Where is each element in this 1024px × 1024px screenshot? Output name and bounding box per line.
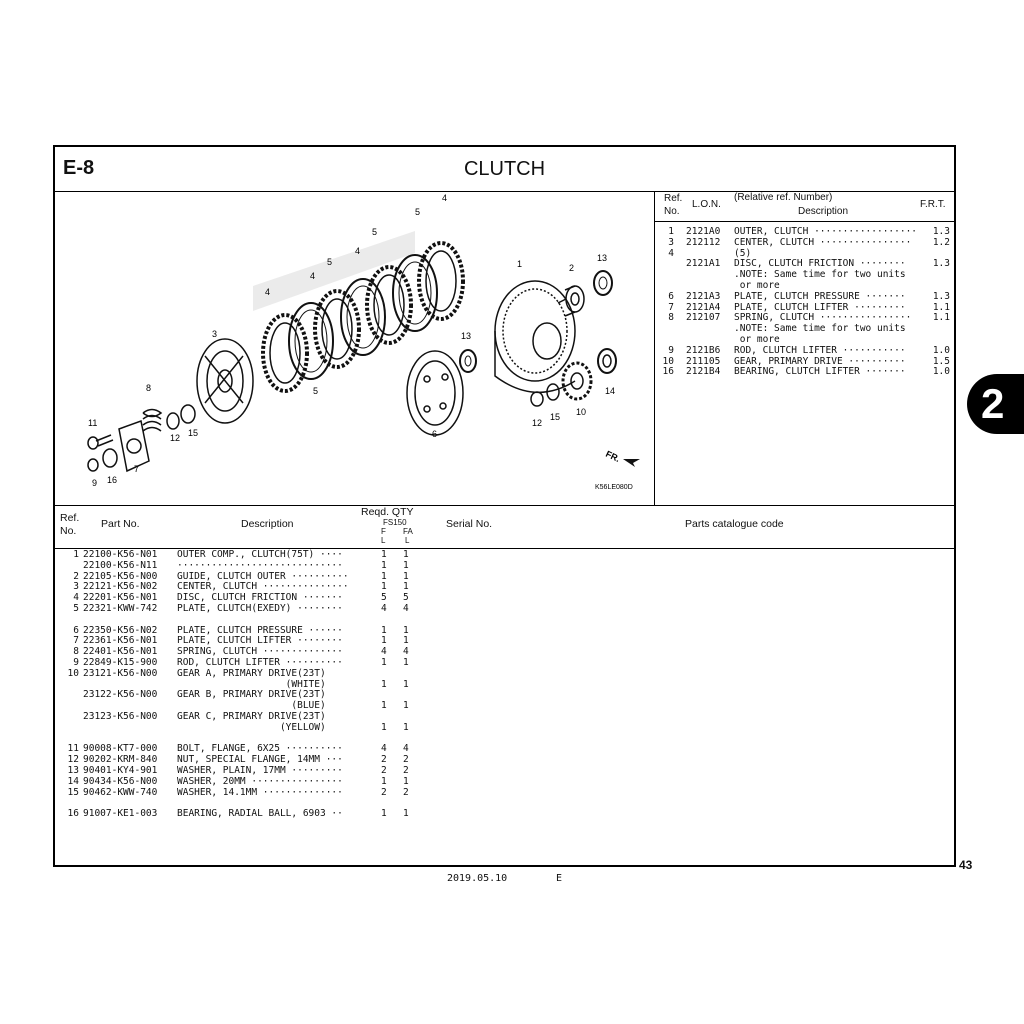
parts-qty-f: 1 [381, 678, 387, 690]
parts-description: ····························· [177, 559, 343, 571]
parts-description: OUTER COMP., CLUTCH(75T) ···· [177, 549, 343, 560]
frt-ref: 8 [668, 312, 674, 324]
parts-part-no: 23122-K56-N00 [83, 689, 158, 701]
parts-ref: 1 [73, 549, 79, 560]
parts-qty-fa: 2 [403, 754, 409, 766]
callout-5: 5 [313, 386, 319, 396]
footer-code: E [556, 873, 563, 884]
parts-ref: 2 [73, 570, 79, 582]
parts-header-fa: FA [403, 527, 413, 536]
frt-ref: 4 [668, 247, 674, 259]
callout-11: 11 [88, 418, 98, 428]
parts-description: NUT, SPECIAL FLANGE, 14MM ··· [177, 754, 343, 766]
callout-10: 10 [576, 407, 587, 417]
parts-qty-fa: 4 [403, 646, 409, 658]
parts-description: (WHITE) [177, 678, 326, 690]
frt-ref: 10 [662, 355, 674, 367]
exploded-diagram [55, 191, 655, 505]
parts-row [55, 581, 475, 592]
frt-lon: 212107 [686, 312, 721, 324]
callout-12: 12 [170, 433, 181, 443]
callout-6: 6 [432, 429, 438, 439]
section-tab[interactable]: 2 [967, 374, 1024, 434]
page-title: CLUTCH [463, 158, 546, 180]
parts-row [55, 754, 475, 765]
parts-qty-f: 4 [381, 603, 387, 614]
frt-header-relative: (Relative ref. Number) [734, 192, 833, 203]
parts-qty-fa: 1 [403, 635, 409, 647]
parts-qty-f: 1 [381, 657, 387, 668]
parts-row [55, 808, 475, 819]
parts-description: (YELLOW) [177, 721, 326, 733]
parts-qty-f: 2 [381, 765, 387, 776]
parts-qty-f: 2 [381, 786, 387, 798]
footer-date: 2019.05.10 [447, 873, 508, 884]
parts-part-no: 90008-KT7-000 [83, 743, 158, 755]
parts-header-f-l: L [381, 536, 386, 545]
parts-row [55, 549, 475, 560]
frt-row [654, 312, 954, 323]
parts-description: BOLT, FLANGE, 6X25 ·········· [177, 743, 343, 755]
parts-ref: 5 [73, 603, 79, 614]
parts-row [55, 743, 475, 754]
frt-row [654, 280, 954, 291]
parts-qty-fa: 1 [403, 808, 409, 820]
frt-ref: 3 [668, 236, 674, 248]
callout-5: 5 [372, 227, 378, 237]
frt-lon: 2121A1 [686, 258, 721, 270]
parts-row [55, 765, 475, 776]
parts-description: PLATE, CLUTCH PRESSURE ······ [177, 624, 343, 636]
parts-row [55, 635, 475, 646]
parts-header-reqd-qty: Reqd. QTY [361, 506, 414, 518]
parts-row [55, 668, 475, 679]
parts-description: GUIDE, CLUTCH OUTER ·········· [177, 570, 349, 582]
parts-row [55, 592, 475, 603]
callout-5: 5 [415, 207, 421, 217]
parts-description: SPRING, CLUTCH ·············· [177, 646, 343, 658]
frt-description: GEAR, PRIMARY DRIVE ·········· [734, 355, 906, 367]
parts-description: BEARING, RADIAL BALL, 6903 ·· [177, 808, 343, 820]
parts-qty-fa: 1 [403, 581, 409, 593]
frt-description: PLATE, CLUTCH PRESSURE ······· [734, 290, 906, 302]
parts-part-no: 23121-K56-N00 [83, 667, 158, 679]
frt-header-ref: Ref. [664, 193, 683, 204]
frt-description: DISC, CLUTCH FRICTION ········ [734, 258, 906, 270]
parts-description: WASHER, 14.1MM ·············· [177, 786, 343, 798]
diagram-code: K56LE080D [595, 484, 633, 491]
parts-description: GEAR A, PRIMARY DRIVE(23T) [177, 667, 326, 679]
parts-ref: 9 [73, 657, 79, 668]
parts-ref: 16 [67, 808, 79, 820]
callout-13: 13 [461, 331, 472, 341]
frt-value: 1.0 [932, 366, 950, 378]
callout-7: 7 [134, 464, 140, 474]
page-number: 43 [959, 858, 973, 872]
callout-4: 4 [442, 193, 448, 203]
parts-qty-f: 1 [381, 635, 387, 647]
parts-description: WASHER, 20MM ················ [177, 775, 343, 787]
parts-ref: 10 [67, 667, 79, 679]
callout-16: 16 [107, 475, 118, 485]
parts-description: ROD, CLUTCH LIFTER ·········· [177, 657, 343, 668]
parts-qty-f: 4 [381, 743, 387, 755]
frt-lon: 211105 [686, 355, 721, 367]
parts-description: PLATE, CLUTCH(EXEDY) ········ [177, 603, 343, 614]
frt-row [654, 291, 954, 302]
parts-qty-f: 1 [381, 624, 387, 636]
parts-description: DISC, CLUTCH FRICTION ······· [177, 592, 343, 604]
parts-ref: 15 [67, 786, 79, 798]
clutch-exploded-view [55, 191, 654, 505]
parts-description: GEAR B, PRIMARY DRIVE(23T) [177, 689, 326, 701]
parts-part-no: 22321-KWW-742 [83, 603, 158, 614]
callout-12: 12 [532, 418, 543, 428]
frt-ref: 16 [662, 366, 674, 378]
frt-description: SPRING, CLUTCH ················ [734, 312, 912, 324]
parts-header-ref: Ref. [60, 512, 80, 524]
parts-part-no: 23123-K56-N00 [83, 711, 158, 722]
parts-qty-f: 1 [381, 808, 387, 820]
parts-row [55, 625, 475, 636]
callout-15: 15 [188, 428, 199, 438]
parts-table-header [55, 505, 954, 549]
parts-header-part-no: Part No. [101, 518, 140, 530]
frt-row [654, 345, 954, 356]
frt-header-no: No. [664, 206, 680, 217]
parts-description: GEAR C, PRIMARY DRIVE(23T) [177, 711, 326, 722]
frt-header-frt: F.R.T. [920, 199, 946, 210]
frt-lon: 2121A4 [686, 301, 721, 313]
parts-header-description: Description [241, 518, 294, 530]
parts-part-no: 22350-K56-N02 [83, 624, 158, 636]
callout-4: 4 [355, 246, 361, 256]
frt-description: PLATE, CLUTCH LIFTER ········· [734, 301, 906, 313]
frt-description: .NOTE: Same time for two units [734, 269, 906, 281]
frt-row [654, 334, 954, 345]
frt-row [654, 269, 954, 280]
parts-qty-fa: 1 [403, 775, 409, 787]
callout-1: 1 [517, 259, 523, 269]
parts-qty-fa: 1 [403, 678, 409, 690]
parts-part-no: 90401-KY4-901 [83, 765, 158, 776]
parts-qty-fa: 5 [403, 592, 409, 604]
frt-row [654, 248, 954, 259]
frt-value: 1.1 [932, 301, 950, 313]
parts-part-no: 22105-K56-N00 [83, 570, 158, 582]
section-code: E-8 [63, 157, 95, 179]
parts-qty-fa: 1 [403, 624, 409, 636]
parts-qty-fa: 1 [403, 700, 409, 712]
parts-qty-fa: 1 [403, 559, 409, 571]
parts-qty-f: 1 [381, 549, 387, 560]
parts-part-no: 22121-K56-N02 [83, 581, 158, 593]
frt-row [654, 237, 954, 248]
parts-part-no: 22100-K56-N01 [83, 549, 158, 560]
frt-description: (5) [734, 247, 752, 259]
frt-value: 1.0 [932, 344, 950, 356]
parts-qty-f: 2 [381, 754, 387, 766]
frt-value: 1.3 [932, 290, 950, 302]
callout-9: 9 [92, 478, 98, 488]
frt-header-lon: L.O.N. [692, 199, 721, 210]
parts-ref: 13 [67, 765, 79, 776]
parts-qty-f: 1 [381, 581, 387, 593]
callout-15: 15 [550, 412, 561, 422]
parts-qty-fa: 1 [403, 721, 409, 733]
frt-description: ROD, CLUTCH LIFTER ··········· [734, 344, 906, 356]
frt-description: or more [734, 280, 780, 291]
parts-row [55, 776, 475, 787]
parts-qty-fa: 2 [403, 786, 409, 798]
parts-ref: 14 [67, 775, 79, 787]
parts-row [55, 722, 475, 733]
parts-part-no: 22849-K15-900 [83, 657, 158, 668]
callout-3: 3 [212, 329, 218, 339]
frt-ref: 6 [668, 290, 674, 302]
parts-qty-fa: 4 [403, 743, 409, 755]
callout-8: 8 [146, 383, 152, 393]
fr-label: FR. [604, 448, 622, 464]
parts-qty-f: 1 [381, 721, 387, 733]
parts-ref: 3 [73, 581, 79, 593]
parts-part-no: 22401-K56-N01 [83, 646, 158, 658]
callout-2: 2 [569, 263, 575, 273]
parts-ref: 11 [67, 743, 79, 755]
frt-description: OUTER, CLUTCH ·················· [734, 226, 918, 237]
frt-ref: 9 [668, 344, 674, 356]
frt-lon: 212112 [686, 236, 721, 248]
frt-value: 1.2 [932, 236, 950, 248]
parts-qty-f: 1 [381, 570, 387, 582]
parts-qty-fa: 1 [403, 570, 409, 582]
frt-value: 1.5 [932, 355, 950, 367]
frt-ref: 7 [668, 301, 674, 313]
frt-description: or more [734, 334, 780, 345]
parts-row [55, 689, 475, 700]
parts-header-model: FS150 [383, 518, 407, 527]
parts-part-no: 22361-K56-N01 [83, 635, 158, 647]
parts-part-no: 22100-K56-N11 [83, 559, 158, 571]
callout-4: 4 [310, 271, 316, 281]
parts-header-no: No. [60, 525, 77, 537]
parts-row [55, 614, 475, 625]
parts-ref: 7 [73, 635, 79, 647]
parts-qty-f: 4 [381, 646, 387, 658]
parts-row [55, 646, 475, 657]
frt-table-header [654, 191, 954, 222]
parts-row [55, 603, 475, 614]
parts-part-no: 90462-KWW-740 [83, 786, 158, 798]
frt-description: .NOTE: Same time for two units [734, 323, 906, 335]
frt-ref: 1 [668, 226, 674, 237]
callout-5: 5 [327, 257, 333, 267]
parts-qty-f: 5 [381, 592, 387, 604]
frt-lon: 2121B4 [686, 366, 721, 378]
catalogue-page-frame [53, 145, 956, 867]
parts-description: CENTER, CLUTCH ··············· [177, 581, 349, 593]
parts-ref: 6 [73, 624, 79, 636]
parts-header-fa-l: L [405, 536, 410, 545]
parts-row [55, 657, 475, 668]
parts-qty-fa: 4 [403, 603, 409, 614]
frt-value: 1.3 [932, 226, 950, 237]
callout-14: 14 [605, 386, 616, 396]
frt-description: BEARING, CLUTCH LIFTER ······· [734, 366, 906, 378]
frt-row [654, 323, 954, 334]
parts-ref: 8 [73, 646, 79, 658]
parts-header-f: F [381, 527, 386, 536]
frt-lon: 2121A3 [686, 290, 721, 302]
callout-13: 13 [597, 253, 608, 263]
parts-header-catalogue: Parts catalogue code [685, 518, 784, 530]
parts-part-no: 22201-K56-N01 [83, 592, 158, 604]
parts-row [55, 560, 475, 571]
parts-qty-f: 1 [381, 775, 387, 787]
parts-qty-f: 1 [381, 700, 387, 712]
frt-lon: 2121B6 [686, 344, 721, 356]
frt-row [654, 302, 954, 313]
frt-row [654, 366, 954, 377]
parts-row [55, 733, 475, 744]
frt-table [654, 191, 954, 505]
frt-description: CENTER, CLUTCH ················ [734, 236, 912, 248]
parts-header-serial: Serial No. [446, 518, 493, 530]
parts-part-no: 90434-K56-N00 [83, 775, 158, 787]
parts-qty-fa: 1 [403, 549, 409, 560]
parts-row [55, 797, 475, 808]
frt-lon: 2121A0 [686, 226, 721, 237]
parts-qty-fa: 1 [403, 657, 409, 668]
parts-description: PLATE, CLUTCH LIFTER ········ [177, 635, 343, 647]
parts-ref: 12 [67, 754, 79, 766]
parts-row [55, 787, 475, 798]
parts-qty-fa: 2 [403, 765, 409, 776]
parts-qty-f: 1 [381, 559, 387, 571]
frt-row [654, 258, 954, 269]
parts-ref: 4 [73, 592, 79, 604]
parts-description: (BLUE) [177, 700, 326, 712]
parts-row [55, 711, 475, 722]
frt-value: 1.1 [932, 312, 950, 324]
frt-row [654, 226, 954, 237]
parts-row [55, 571, 475, 582]
frt-header-description: Description [798, 206, 849, 217]
parts-part-no: 91007-KE1-003 [83, 808, 158, 820]
page-header [55, 147, 954, 192]
frt-row [654, 356, 954, 367]
parts-description: WASHER, PLAIN, 17MM ········· [177, 765, 343, 776]
callout-4: 4 [265, 287, 271, 297]
parts-row [55, 679, 475, 690]
frt-value: 1.3 [932, 258, 950, 270]
parts-part-no: 90202-KRM-840 [83, 754, 158, 766]
parts-row [55, 700, 475, 711]
